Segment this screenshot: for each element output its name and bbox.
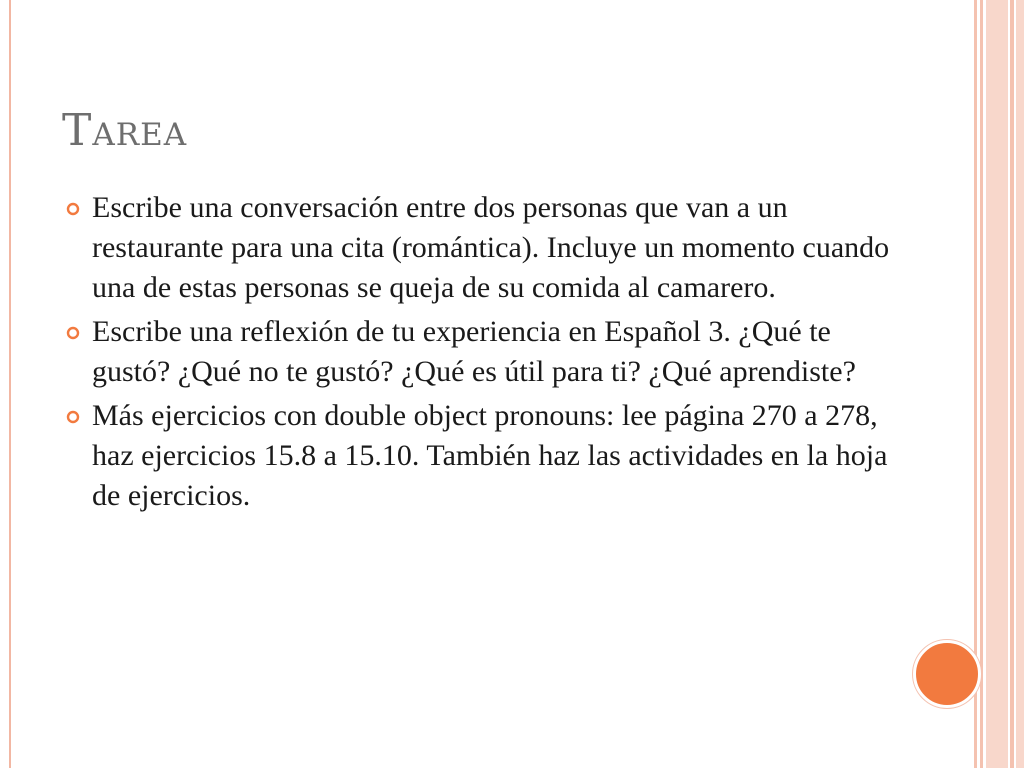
stripe: [974, 0, 977, 768]
stripe: [1010, 0, 1014, 768]
circle-bullet-icon: [66, 410, 80, 424]
bullet-text: Escribe una conversación entre dos personas que van a un restaurante para una cita (romántica). Incluye un momento cuando una de estas personas se queja de su comida al camarero.: [92, 191, 890, 304]
circle-bullet-icon: [66, 326, 80, 340]
bullet-item: [66, 312, 896, 392]
decorative-circle-icon: [913, 640, 981, 708]
slide-title: Tarea: [62, 105, 188, 156]
bullet-text: Escribe una reflexión de tu experiencia en Español 3. ¿Qué te gustó? ¿Qué no te gustó? ¿Qué es útil para ti? ¿Qué aprendiste?: [92, 315, 856, 388]
stripe: [980, 0, 983, 768]
bullet-item: [66, 188, 896, 308]
left-border-rule: [9, 0, 11, 768]
stripe: [1016, 0, 1024, 768]
right-decorative-stripes: [974, 0, 1024, 768]
bullet-list: [66, 188, 896, 520]
bullet-text: Más ejercicios con double object pronouns: lee página 270 a 278, haz ejercicios 15.8 a 15.10. También haz las actividades en la hoja de ejercicios.: [92, 399, 888, 512]
stripe: [986, 0, 1008, 768]
bullet-item: [66, 396, 896, 516]
circle-bullet-icon: [66, 202, 80, 216]
